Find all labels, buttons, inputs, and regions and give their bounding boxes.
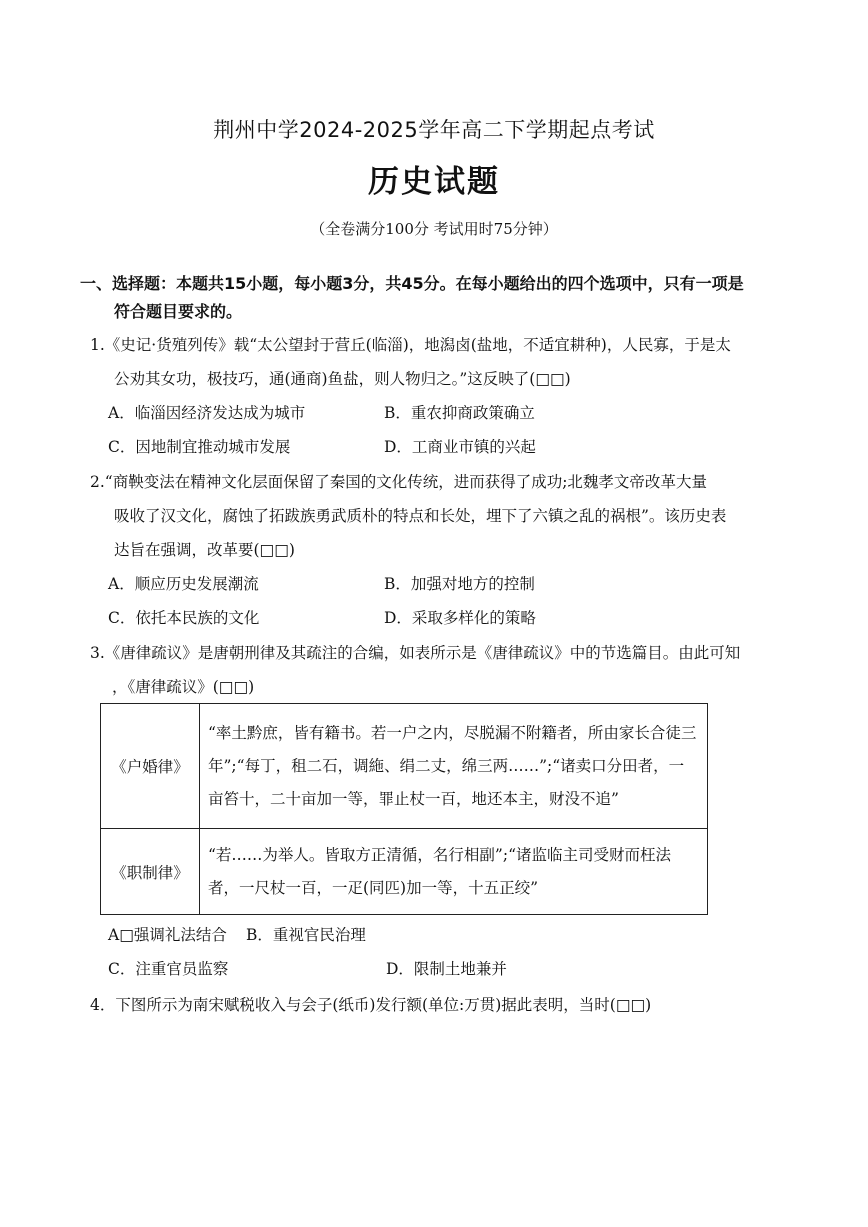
option-a[interactable]: A□强调礼法结合: [108, 926, 227, 944]
question-stem-line: 4．下图所示为南宋赋税收入与会子(纸币)发行额(单位:万贯)据此表明，当时(□□): [90, 996, 652, 1014]
question-stem-line: 3.《唐律疏议》是唐朝刑律及其疏注的合编，如表所示是《唐律疏议》中的节选篇目。由此可知: [90, 644, 741, 662]
question-stem-line: ，《唐律疏议》(□□): [112, 678, 255, 696]
table-cell-law-content: “率土黔庶，皆有籍书。若一户之内，尽脱漏不附籍者，所由家长合徒三年”;“每丁，租二石，调絁、绢二丈，绵三两……”;“诸卖口分田者，一亩笞十，二十亩加一等，罪止杖一百，地还本主，财没不追”: [200, 704, 708, 829]
option-d[interactable]: D．工商业市镇的兴起: [384, 438, 536, 456]
option-c[interactable]: C．因地制宜推动城市发展: [108, 438, 291, 456]
option-b[interactable]: B．重农抑商政策确立: [384, 404, 535, 422]
section-heading: [80, 270, 800, 326]
option-a[interactable]: A．临淄因经济发达成为城市: [108, 404, 306, 422]
option-b[interactable]: B．重视官民治理: [246, 926, 366, 944]
section-heading-line2: 符合题目要求的。: [114, 302, 243, 321]
table-cell-law-name: 《户婚律》: [101, 704, 200, 829]
section-heading-line1: 一、选择题：本题共15小题，每小题3分，共45分。在每小题给出的四个选项中，只有一项是: [80, 274, 744, 293]
option-d[interactable]: D．限制土地兼并: [386, 960, 507, 978]
exam-info: （全卷满分100分 考试用时75分钟）: [310, 220, 558, 238]
question-stem-line: 1.《史记·货殖列传》载“太公望封于营丘(临淄)，地潟卤(盐地，不适宜耕种)，人民寡，于是太: [90, 336, 731, 354]
option-a[interactable]: A．顺应历史发展潮流: [108, 575, 259, 593]
option-c[interactable]: C．注重官员监察: [108, 960, 229, 978]
table-cell-law-name: 《职制律》: [101, 829, 200, 915]
question-stem-line: 公劝其女功，极技巧，通(通商)鱼盐，则人物归之。”这反映了(□□): [114, 370, 571, 388]
table-cell-law-content: “若……为举人。皆取方正清循，名行相副”;“诸监临主司受财而枉法者，一尺杖一百，一疋(同匹)加一等，十五正绞”: [200, 829, 708, 915]
option-c[interactable]: C．依托本民族的文化: [108, 609, 260, 627]
subject-title: 历史试题: [368, 164, 500, 200]
school-title: 荆州中学2024-2025学年高二下学期起点考试: [213, 118, 655, 142]
option-b[interactable]: B．加强对地方的控制: [384, 575, 535, 593]
law-excerpt-table: [100, 703, 708, 915]
table-row: [101, 829, 708, 915]
question-stem-line: 达旨在强调，改革要(□□): [114, 541, 295, 559]
option-d[interactable]: D．采取多样化的策略: [384, 609, 536, 627]
table-row: [101, 704, 708, 829]
question-stem-line: 2.“商鞅变法在精神文化层面保留了秦国的文化传统，进而获得了成功;北魏孝文帝改革大量: [90, 473, 707, 491]
question-stem-line: 吸收了汉文化，腐蚀了拓跋族勇武质朴的特点和长处，埋下了六镇之乱的祸根”。该历史表: [114, 507, 727, 525]
